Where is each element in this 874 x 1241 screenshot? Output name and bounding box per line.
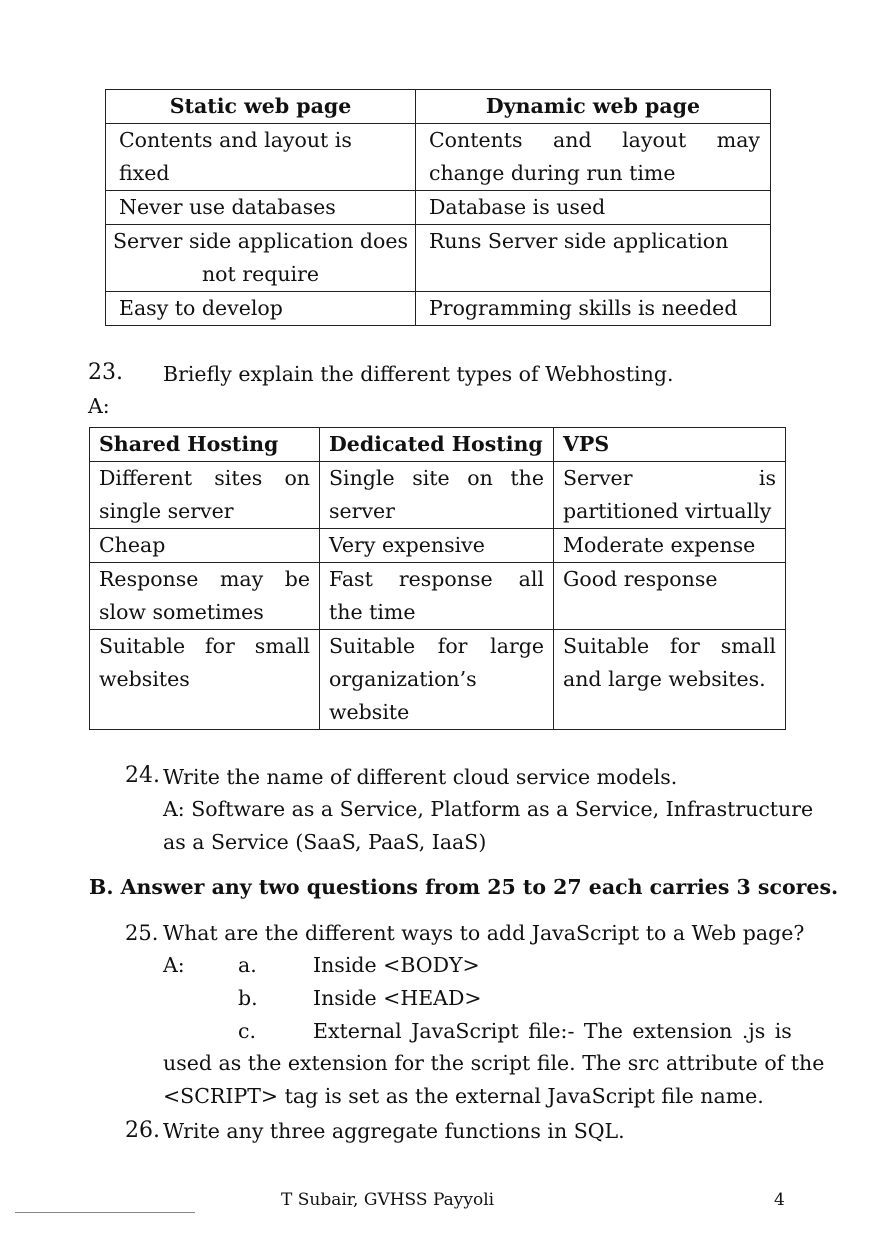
table-row bbox=[106, 292, 771, 326]
answer-text: A: Software as a Service, Platform as a Service, Infrastructure bbox=[163, 797, 814, 821]
table-row bbox=[106, 124, 771, 191]
question-number: 23. bbox=[88, 360, 123, 385]
cell-text: Contents and layout may change during run time bbox=[429, 128, 760, 185]
table-cell: Response may be slow sometimes bbox=[90, 563, 320, 630]
table-row bbox=[106, 191, 771, 225]
table-cell: Database is used bbox=[416, 191, 771, 225]
question-text: Write any three aggregate functions in SQL. bbox=[163, 1119, 625, 1143]
footer-author: T Subair, GVHSS Payyoli bbox=[281, 1190, 495, 1210]
table-cell: Suitable for large organization’s website bbox=[320, 630, 554, 730]
table-header-cell: Dynamic web page bbox=[416, 90, 771, 124]
table-cell: Easy to develop bbox=[106, 292, 416, 326]
answer-text: as a Service (SaaS, PaaS, IaaS) bbox=[163, 830, 487, 854]
question-text: What are the different ways to add JavaScript to a Web page? bbox=[163, 921, 805, 945]
table-header-cell: Shared Hosting bbox=[90, 428, 320, 462]
table-cell: Very expensive bbox=[320, 529, 554, 563]
answer-label: A: bbox=[163, 953, 185, 977]
table-cell: Server is partitioned virtually bbox=[554, 462, 786, 529]
table-row bbox=[90, 563, 786, 630]
table-cell: Different sites on single server bbox=[90, 462, 320, 529]
table-row bbox=[106, 225, 771, 292]
answer-text: used as the extension for the script file. The src attribute of the bbox=[163, 1051, 825, 1075]
table-cell: Single site on the server bbox=[320, 462, 554, 529]
table-cell: Moderate expense bbox=[554, 529, 786, 563]
table-header-cell: Dedicated Hosting bbox=[320, 428, 554, 462]
table-cell: Never use databases bbox=[106, 191, 416, 225]
table-header-row bbox=[106, 90, 771, 124]
static-dynamic-table bbox=[105, 89, 771, 326]
question-text: Briefly explain the different types of Webhosting. bbox=[163, 362, 674, 386]
question-number: 24. bbox=[125, 763, 160, 788]
table-header-row bbox=[90, 428, 786, 462]
list-item-text: External JavaScript file:- The extension .js is bbox=[313, 1019, 792, 1043]
table-cell: Good response bbox=[554, 563, 786, 630]
table-cell bbox=[416, 124, 771, 191]
page-number: 4 bbox=[774, 1190, 785, 1210]
section-heading: B. Answer any two questions from 25 to 27 each carries 3 scores. bbox=[89, 875, 839, 899]
list-item-letter: a. bbox=[238, 953, 257, 977]
table-header-cell: Static web page bbox=[106, 90, 416, 124]
question-number: 26. bbox=[125, 1118, 160, 1143]
table-cell: Suitable for small and large websites. bbox=[554, 630, 786, 730]
list-item-text: Inside <BODY> bbox=[313, 953, 480, 977]
question-number: 25. bbox=[125, 921, 159, 945]
table-cell: Fast response all the time bbox=[320, 563, 554, 630]
table-row bbox=[90, 529, 786, 563]
table-cell: Programming skills is needed bbox=[416, 292, 771, 326]
list-item-letter: b. bbox=[238, 986, 258, 1010]
answer-text: <SCRIPT> tag is set as the external JavaScript file name. bbox=[163, 1084, 764, 1108]
webhosting-table bbox=[89, 427, 786, 730]
question-text: Write the name of different cloud service models. bbox=[163, 765, 678, 789]
answer-label: A: bbox=[88, 394, 110, 418]
table-cell: Server side application does not require bbox=[106, 225, 416, 292]
footer-rule bbox=[15, 1212, 195, 1213]
table-cell: Runs Server side application bbox=[416, 225, 771, 292]
table-row bbox=[90, 462, 786, 529]
table-row bbox=[90, 630, 786, 730]
table-header-cell: VPS bbox=[554, 428, 786, 462]
list-item-letter: c. bbox=[238, 1019, 256, 1043]
table-cell: Contents and layout is fixed bbox=[106, 124, 416, 191]
table-cell: Cheap bbox=[90, 529, 320, 563]
list-item-text: Inside <HEAD> bbox=[313, 986, 482, 1010]
table-cell: Suitable for small websites bbox=[90, 630, 320, 730]
